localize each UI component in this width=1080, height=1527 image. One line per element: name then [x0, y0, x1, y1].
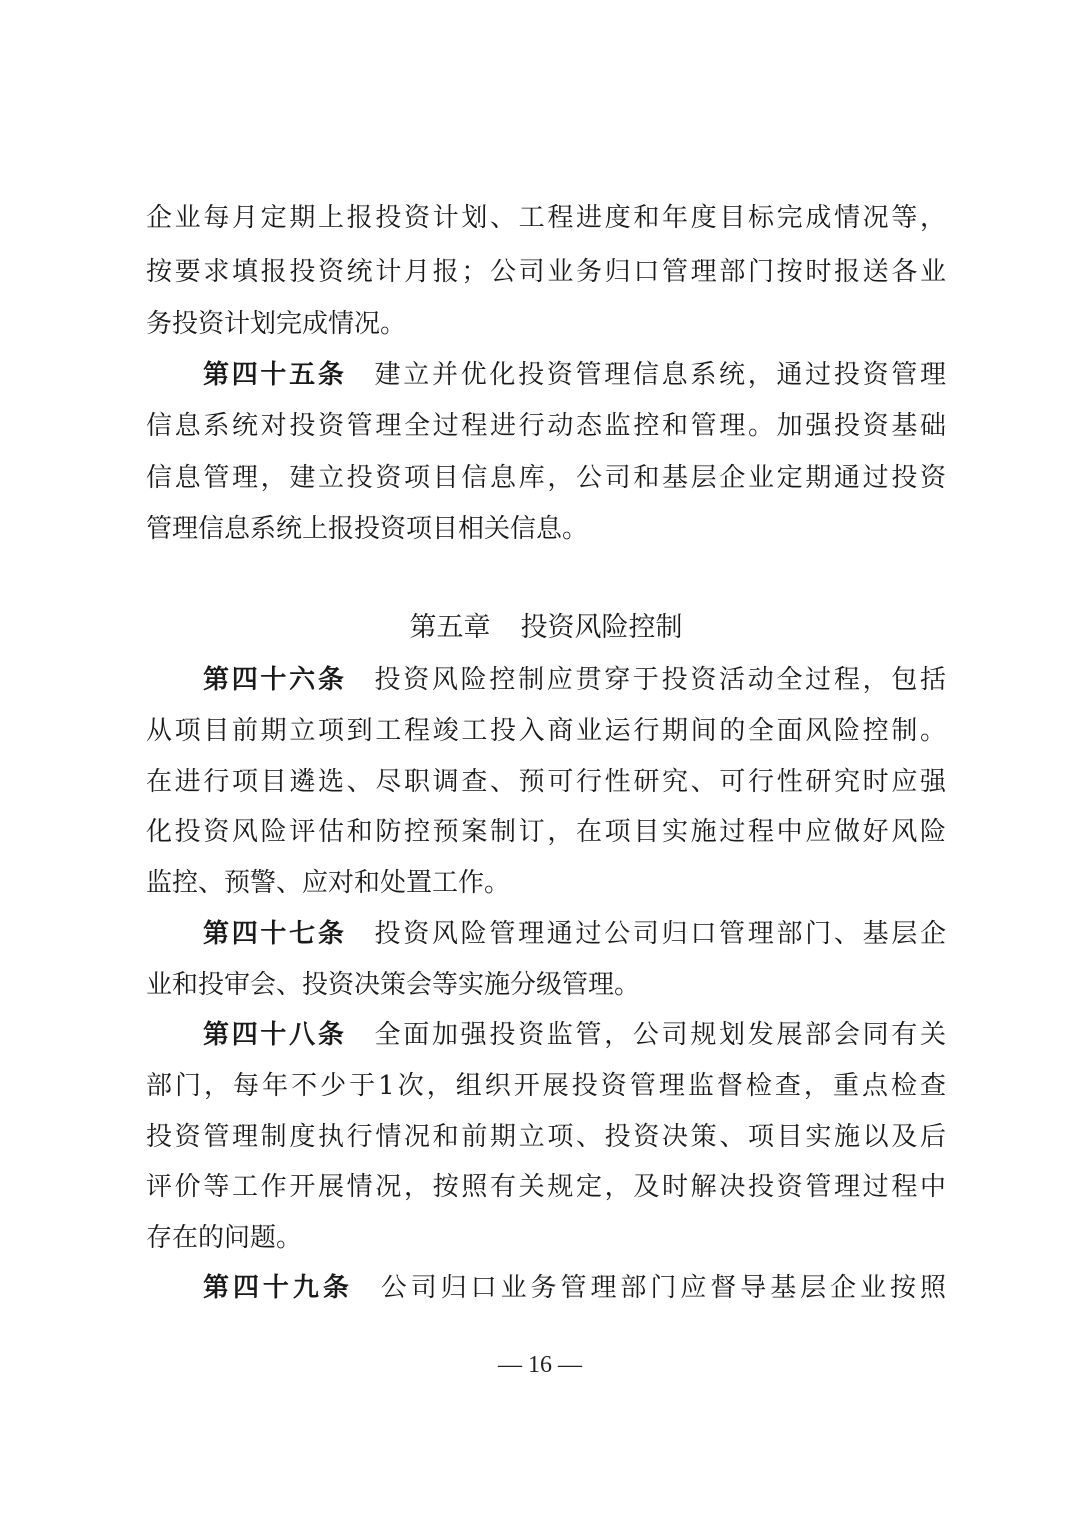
text-span: 公司归口业务管理部门应督导基层企业按照 — [380, 1273, 946, 1303]
text-line: 管理信息系统上报投资项目相关信息。 — [146, 514, 589, 544]
chapter-heading — [146, 602, 946, 654]
article-number: 第四十八条 — [203, 1020, 347, 1050]
article-49-first-line — [146, 1262, 946, 1314]
article-number: 第四十九条 — [203, 1273, 353, 1303]
article-45-first-line — [146, 349, 946, 401]
text-line: 存在的问题。 — [146, 1223, 303, 1253]
article-47-first-line — [146, 908, 946, 960]
article-48-first-line — [146, 1009, 946, 1061]
text-line: 企业每月定期上报投资计划、工程进度和年度目标完成情况等， — [146, 203, 946, 233]
text-span: 全面加强投资监管，公司规划发展部会同有关 — [374, 1020, 946, 1050]
text-line: 务投资计划完成情况。 — [146, 309, 407, 339]
chapter-number: 第五章 — [409, 612, 491, 643]
chapter-title: 投资风险控制 — [520, 612, 683, 643]
text-line: 评价等工作开展情况，按照有关规定，及时解决投资管理过程中 — [146, 1172, 946, 1202]
text-span: 建立并优化投资管理信息系统，通过投资管理 — [374, 360, 946, 390]
text-line: 按要求填报投资统计月报；公司业务归口管理部门按时报送各业 — [146, 257, 946, 287]
text-line: 信息系统对投资管理全过程进行动态监控和管理。加强投资基础 — [146, 411, 946, 441]
article-number: 第四十五条 — [203, 360, 347, 390]
text-line: 从项目前期立项到工程竣工投入商业运行期间的全面风险控制。 — [146, 716, 946, 746]
article-number: 第四十六条 — [203, 665, 347, 695]
page-number: — 16 — — [498, 1352, 582, 1378]
text-span: 投资风险管理通过公司归口管理部门、基层企 — [374, 919, 946, 949]
text-line: 业和投审会、投资决策会等实施分级管理。 — [146, 970, 641, 1000]
text-line: 投资管理制度执行情况和前期立项、投资决策、项目实施以及后 — [146, 1122, 946, 1152]
text-line: 化投资风险评估和防控预案制订，在项目实施过程中应做好风险 — [146, 817, 946, 847]
article-46-first-line — [146, 654, 946, 706]
article-number: 第四十七条 — [203, 919, 347, 949]
text-line: 部门，每年不少于1次，组织开展投资管理监督检查，重点检查 — [146, 1071, 946, 1101]
text-span: 投资风险控制应贯穿于投资活动全过程，包括 — [374, 665, 946, 695]
text-line: 监控、预警、应对和处置工作。 — [146, 868, 511, 898]
text-line: 在进行项目遴选、尽职调查、预可行性研究、可行性研究时应强 — [146, 767, 946, 797]
text-line: 信息管理，建立投资项目信息库，公司和基层企业定期通过投资 — [146, 463, 946, 493]
